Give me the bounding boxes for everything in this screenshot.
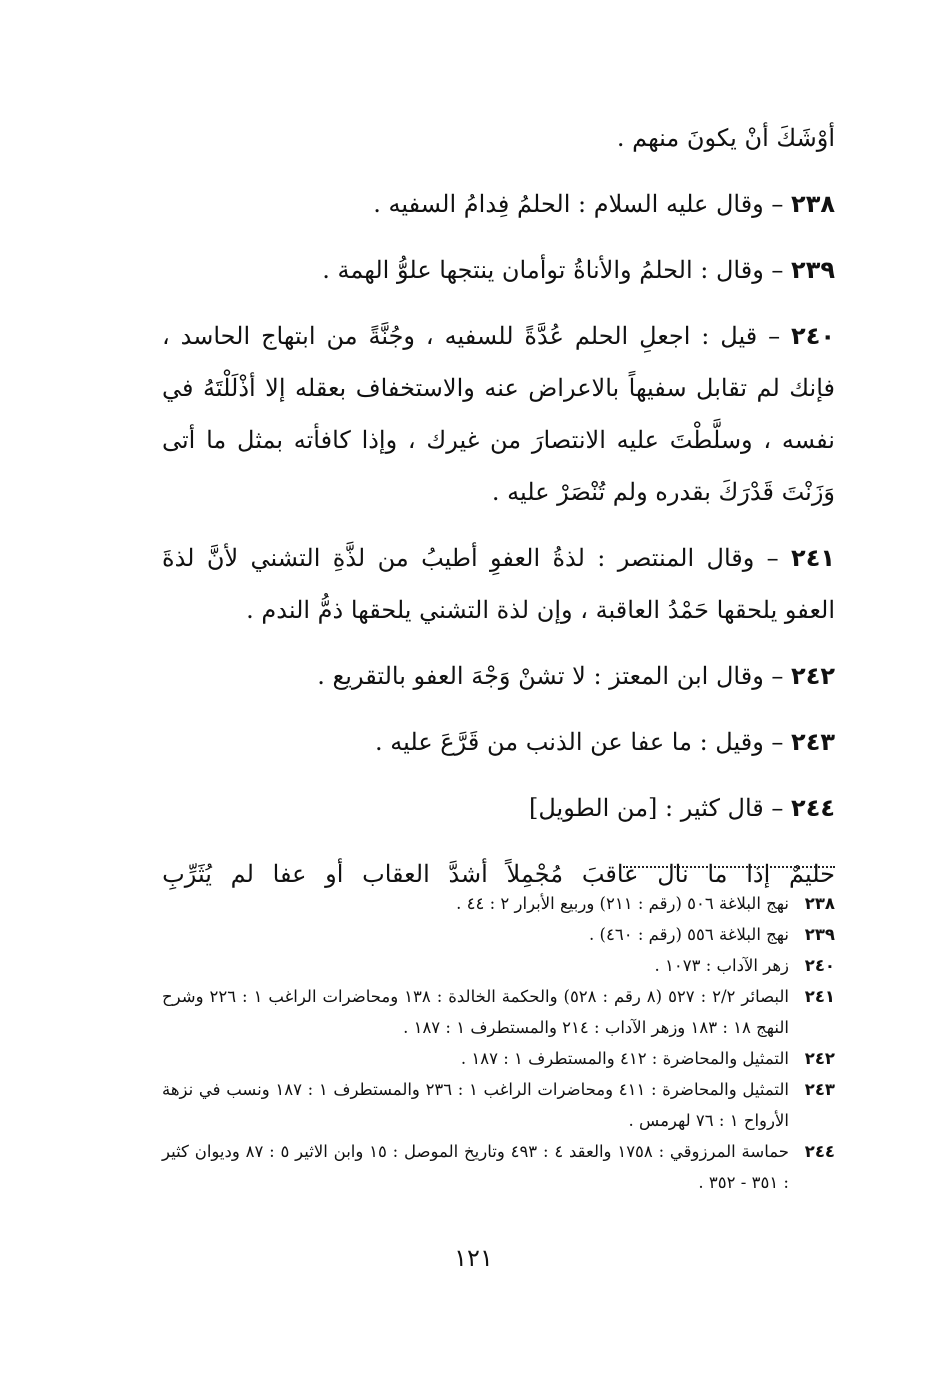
entry-238 <box>162 178 835 230</box>
footnote-text: نهج البلاغة ٥٥٦ (رقم : ٤٦٠) . <box>589 925 789 944</box>
verse-word: يُثَرِّبِ <box>162 860 212 888</box>
footnote-number: ٢٣٨ <box>804 894 835 913</box>
verse-word: عاقبَ <box>581 860 639 888</box>
footnote-text: حماسة المرزوقي : ١٧٥٨ والعقد ٤ : ٤٩٣ وتاريخ الموصل : ١٥ وابن الاثير ٥ : ٨٧ وديوان كثير : ٣٥١ - ٣٥٢ . <box>162 1142 789 1192</box>
entry-text: – قيل : اجعلِ الحلم عُدَّةً للسفيه ، وجُنَّةً من ابتهاج الحاسد ، فإنك لم تقابل سفيهاً بالاعراض عنه والاستخفاف بعقله إلا أذْلَلْتَهُ في نفسه ، وسلَّطْتَ عليه الانتصارَ من غيرك ، وإذا كافأته بمثل ما أتى وَزَنْتَ قَدْرَكَ بقدره ولم تُنْصَرْ عليه . <box>162 322 835 506</box>
entry-241 <box>162 532 835 636</box>
main-text <box>162 112 835 900</box>
entry-text: – وقال عليه السلام : الحلمُ فِدامُ السفيه . <box>373 190 784 218</box>
footnote-240 <box>162 950 835 981</box>
entry-number: ٢٣٩ <box>791 256 835 284</box>
verse-word: العقاب <box>362 860 430 888</box>
entry-242 <box>162 650 835 702</box>
verse-word: مُجْمِلاً <box>506 860 564 888</box>
footnote-text: التمثيل والمحاضرة : ٤١١ ومحاضرات الراغب ١ : ٢٣٦ والمستطرف ١ : ١٨٧ ونسب في نزهة الأرواح ١ : ٧٦ لهرمس . <box>162 1080 789 1130</box>
footnote-divider <box>623 866 835 868</box>
footnote-text: نهج البلاغة ٥٠٦ (رقم : ٢١١) وربيع الأبرار ٢ : ٤٤ . <box>456 894 789 913</box>
footnote-238 <box>162 888 835 919</box>
footnote-239 <box>162 919 835 950</box>
entry-number: ٢٤٤ <box>791 794 835 822</box>
verse-word: أشدَّ <box>448 860 488 888</box>
entry-text: – وقال ابن المعتز : لا تشنْ وَجْهَ العفو بالتقريع . <box>317 662 784 690</box>
verse-word: ما <box>707 860 728 888</box>
footnote-number: ٢٤٢ <box>804 1049 835 1068</box>
footnote-number: ٢٤٤ <box>804 1142 835 1161</box>
verse-word: أو <box>325 860 344 888</box>
footnote-text: البصائر ٢/٢ : ٥٢٧ (٨ رقم : ٥٢٨) والحكمة الخالدة : ١٣٨ ومحاضرات الراغب ١ : ٢٢٦ وشرح النهج ١٨ : ١٨٣ وزهر الآداب : ٢١٤ والمستطرف ١ : ١٨٧ . <box>162 987 789 1037</box>
footnote-242 <box>162 1043 835 1074</box>
entry-number: ٢٣٨ <box>791 190 835 218</box>
entry-240 <box>162 310 835 518</box>
verse-word: نال <box>657 860 689 888</box>
footnote-number: ٢٤١ <box>804 987 835 1006</box>
entry-text: – وقال المنتصر : لذةُ العفوِ أطيبُ من لذَّةِ التشني لأنَّ لذةَ العفو يلحقها حَمْدُ العاقبة ، وإن لذة التشني يلحقها ذمُّ الندم . <box>162 544 835 624</box>
verse-word: إذا <box>746 860 771 888</box>
footnote-number: ٢٣٩ <box>804 925 835 944</box>
opening-line: أوْشَكَ أنْ يكونَ منهم . <box>616 124 835 152</box>
entry-number: ٢٤١ <box>791 544 835 572</box>
footnote-244 <box>162 1136 835 1198</box>
page-number: ١٢١ <box>454 1244 493 1272</box>
entry-number: ٢٤٣ <box>791 728 835 756</box>
verse-word: حليمٌ <box>789 860 835 888</box>
footnote-number: ٢٤٠ <box>804 956 835 975</box>
entry-239 <box>162 244 835 296</box>
verse-word: لم <box>230 860 254 888</box>
footnote-241 <box>162 981 835 1043</box>
verse-word: عفا <box>272 860 307 888</box>
footnote-text: زهر الآداب : ١٠٧٣ . <box>654 956 789 975</box>
entry-number: ٢٤٢ <box>791 662 835 690</box>
entry-text: – وقيل : ما عفا عن الذنب من قَرَّعَ عليه . <box>375 728 784 756</box>
entry-243 <box>162 716 835 768</box>
entry-244 <box>162 782 835 834</box>
entry-text: – وقال : الحلمُ والأناةُ توأمان ينتجها علوُّ الهمة . <box>322 256 784 284</box>
entry-text: – قال كثير : [من الطويل] <box>529 794 784 822</box>
footnote-number: ٢٤٣ <box>804 1080 835 1099</box>
entry-number: ٢٤٠ <box>791 322 835 350</box>
footnotes <box>162 888 835 1198</box>
footnote-243 <box>162 1074 835 1136</box>
footnote-text: التمثيل والمحاضرة : ٤١٢ والمستطرف ١ : ١٨٧ . <box>460 1049 789 1068</box>
